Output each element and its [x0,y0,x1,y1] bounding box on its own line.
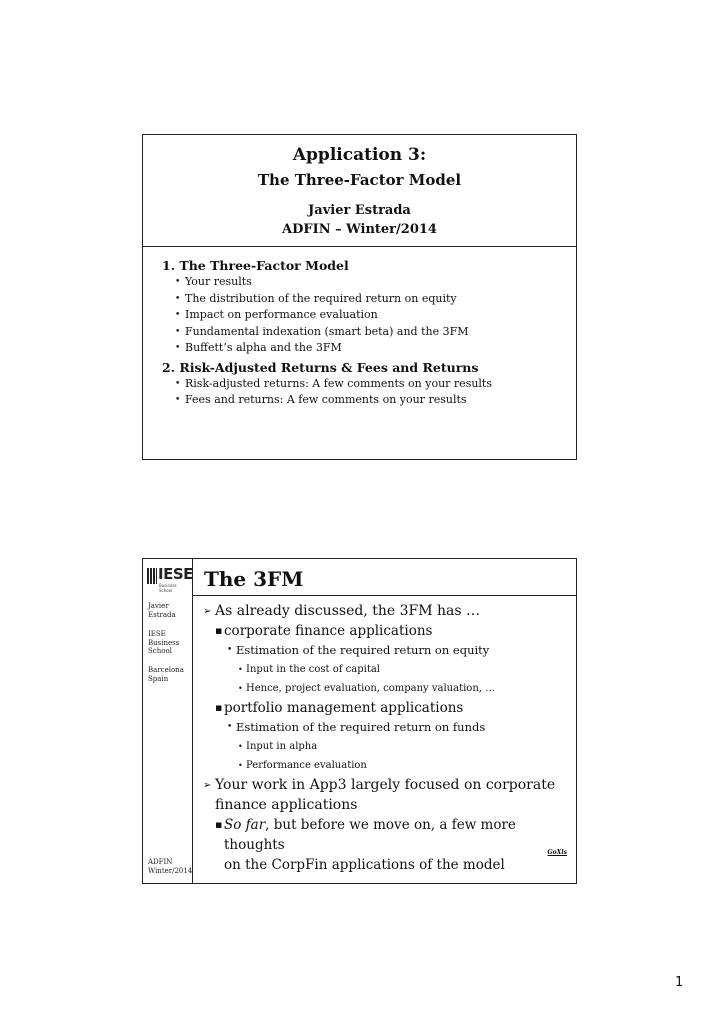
section-items [162,376,566,409]
goxls-link[interactable]: GoXls [547,849,567,856]
bullet-line: finance applications [215,797,358,813]
sidebar-author [148,602,176,619]
slide-title: Application 3: [292,145,427,165]
bullet: • Input in alpha [238,737,568,756]
list-item: • The distribution of the required return on equity [175,291,566,308]
bullet: ▪ portfolio management applications [215,698,568,718]
section-items [162,274,566,357]
sidebar-city [148,666,184,683]
author-name: Javier Estrada [308,203,411,218]
logo-subtext: Business School [159,583,177,593]
slide-2 [142,558,577,884]
bullet [203,775,568,815]
logo-mark-icon [147,568,157,584]
sidebar-text: School [148,647,172,655]
bullet: • Estimation of the required return on equity [227,641,568,660]
sidebar-text: Javier [148,602,169,610]
sidebar-text: Spain [148,674,169,683]
list-item: • Your results [175,274,566,291]
slide-body [203,601,568,875]
sidebar-text: IESE [148,630,166,638]
slide-sidebar [143,559,193,883]
emphasis-text: So far [224,817,266,833]
outline [162,258,566,409]
sidebar-course [148,858,192,875]
list-item: • Risk-adjusted returns: A few comments on your results [175,376,566,393]
list-item: • Fees and returns: A few comments on your results [175,392,566,409]
bullet: • Performance evaluation [238,756,568,775]
course-name: ADFIN – Winter/2014 [282,222,437,237]
list-item: • Impact on performance evaluation [175,307,566,324]
section-heading: 2. Risk-Adjusted Returns & Fees and Returns [162,359,479,375]
bullet: ➢ As already discussed, the 3FM has … [203,601,568,621]
logo-text: IESE [158,565,193,583]
slide-1 [142,134,577,460]
bullet: • Input in the cost of capital [238,660,568,679]
divider [193,595,576,596]
sidebar-school [148,630,179,656]
sidebar-text: Estrada [148,610,176,619]
sidebar-text: Business [148,638,180,647]
section-heading: 1. The Three-Factor Model [162,258,349,273]
bullet-text: , but before we move on, a few more thoughts [224,817,516,853]
list-item: • Buffett’s alpha and the 3FM [175,340,566,357]
divider [143,246,576,247]
slide-title: The 3FM [204,567,304,591]
list-item: • Fundamental indexation (smart beta) and the 3FM [175,324,566,341]
bullet-line [224,815,568,855]
page-number: 1 [675,975,684,990]
bullet: • Estimation of the required return on funds [227,718,568,737]
sidebar-text: ADFIN [148,858,173,866]
iese-logo [147,565,191,591]
bullet: ▪ corporate finance applications [215,621,568,641]
sidebar-text: Barcelona [148,666,184,674]
slide-subtitle: The Three-Factor Model [257,171,462,189]
bullet: • Hence, project evaluation, company valuation, … [238,679,568,698]
bullet-line: ➢ Your work in App3 largely focused on corporate [215,777,556,793]
bullet-line: on the CorpFin applications of the model [224,857,505,873]
sidebar-text: Winter/2014 [148,866,193,875]
bullet [215,815,568,875]
